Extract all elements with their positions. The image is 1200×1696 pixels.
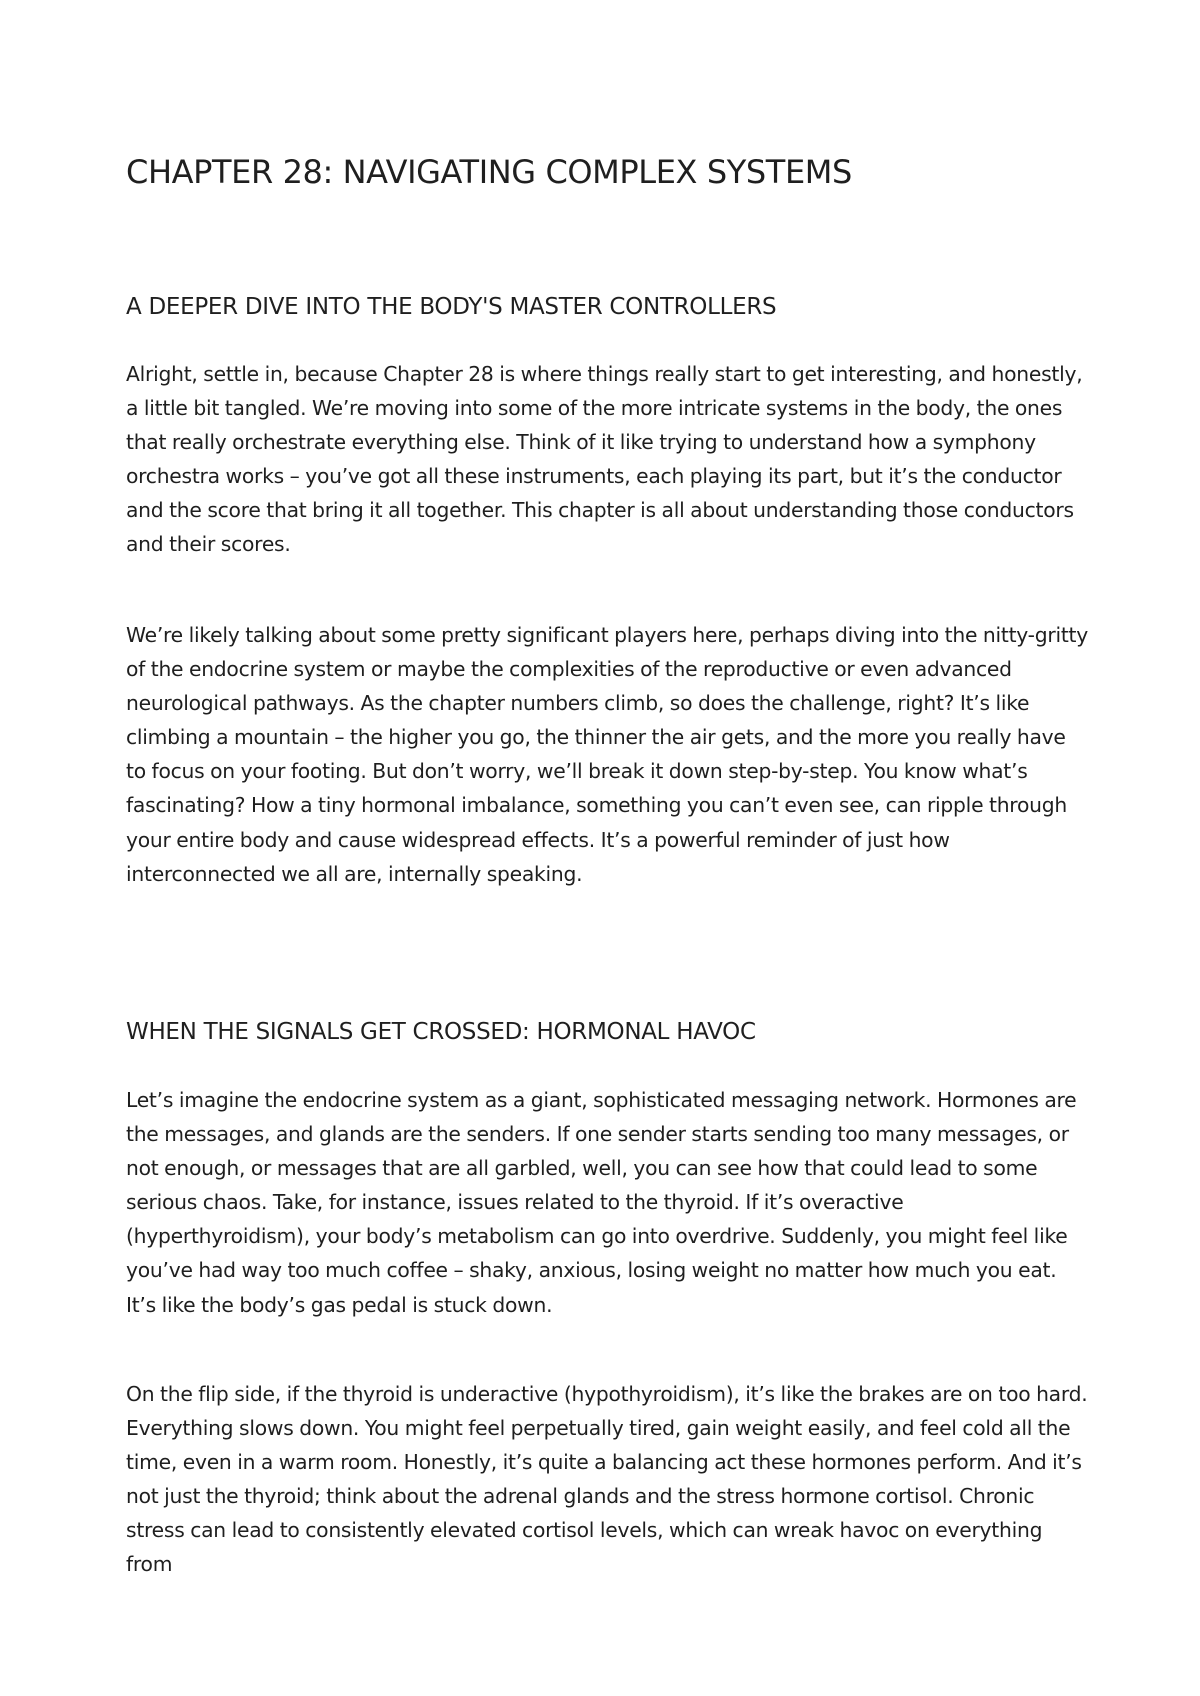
paragraph: We’re likely talking about some pretty significant players here, perhaps diving into the nitty-gritty of the endocrine system or maybe the complexities of the reproductive or even advanced neurological pathways. As the chapter numbers climb, so does the challenge, right? It’s like climbing a mountain – the higher you go, the thinner the air gets, and the more you really have to focus on your footing. But don’t worry, we’ll break it down step-by-step. You know what’s fascinating? How a tiny hormonal imbalance, something you can’t even see, can ripple through your entire body and cause widespread effects. It’s a powerful reminder of just how interconnected we all are, internally speaking. <box>126 623 1088 886</box>
paragraph: Alright, settle in, because Chapter 28 is where things really start to get interesting, and honestly, a little bit tangled. We’re moving into some of the more intricate systems in the body, the ones that really orchestrate everything else. Think of it like trying to understand how a symphony orchestra works – you’ve got all these instruments, each playing its part, but it’s the conductor and the score that bring it all together. This chapter is all about understanding those conductors and their scores. <box>126 362 1083 557</box>
section-heading-master-controllers: A DEEPER DIVE INTO THE BODY'S MASTER CONTROLLERS <box>126 294 777 320</box>
paragraph: Let’s imagine the endocrine system as a giant, sophisticated messaging network. Hormones are the messages, and glands are the senders. If one sender starts sending too many messages, or not enough, or messages that are all garbled, well, you can see how that could lead to some serious chaos. Take, for instance, issues related to the thyroid. If it’s overactive (hyperthyroidism), your body’s metabolism can go into overdrive. Suddenly, you might feel like you’ve had way too much coffee – shaky, anxious, losing weight no matter how much you eat. It’s like the body’s gas pedal is stuck down. <box>126 1088 1077 1317</box>
section-heading-hormonal-havoc: WHEN THE SIGNALS GET CROSSED: HORMONAL HAVOC <box>126 1019 756 1045</box>
chapter-title: CHAPTER 28: NAVIGATING COMPLEX SYSTEMS <box>126 153 852 191</box>
paragraph: On the flip side, if the thyroid is underactive (hypothyroidism), it’s like the brakes are on too hard. Everything slows down. You might feel perpetually tired, gain weight easily, and feel cold all the time, even in a warm room. Honestly, it’s quite a balancing act these hormones perform. And it’s not just the thyroid; think about the adrenal glands and the stress hormone cortisol. Chronic stress can lead to consistently elevated cortisol levels, which can wreak havoc on everything from <box>126 1382 1088 1577</box>
